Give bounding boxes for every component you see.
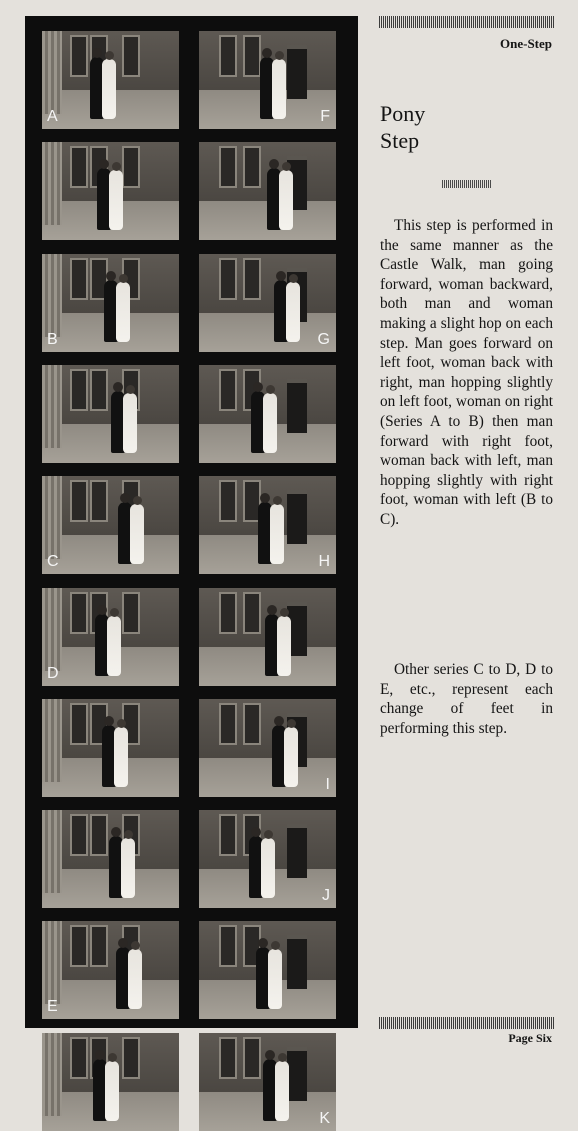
bottom-rule: [379, 1017, 554, 1029]
film-frame: [42, 31, 179, 129]
dancer-woman: [277, 616, 291, 676]
dancer-woman: [105, 1061, 119, 1121]
frame-label: I: [325, 776, 330, 793]
film-frame: [42, 921, 179, 1019]
page-number: Page Six: [508, 1031, 552, 1045]
film-frame: [199, 365, 336, 463]
frame-label: E: [47, 998, 58, 1015]
frame-label: K: [319, 1110, 330, 1127]
film-frame: [42, 1033, 179, 1131]
film-frame: [42, 476, 179, 574]
film-frame: [199, 476, 336, 574]
film-frame: [42, 365, 179, 463]
top-rule: [379, 16, 554, 28]
dancer-woman: [107, 616, 121, 676]
film-frame: [199, 810, 336, 908]
description-paragraph: This step is performed in the same manner as the Castle Walk, man going forward, woman backward, both man and woman making a slight hop on each step. Man goes forward on left foot, woman back with right, man hopping slightly on left foot, woman on right (Series A to B) then man forward with right foot, woman back with left, man hopping slightly with right foot, woman with left (B to C).: [380, 217, 553, 528]
film-frame: [199, 699, 336, 797]
dancer-woman: [263, 393, 277, 453]
frame-label: D: [47, 665, 59, 682]
section-label: One-Step: [500, 36, 552, 51]
frame-label: A: [47, 108, 58, 125]
dancer-woman: [123, 393, 137, 453]
frame-label: F: [320, 108, 330, 125]
dancer-woman: [286, 282, 300, 342]
film-frame: [199, 142, 336, 240]
dancer-woman: [114, 727, 128, 787]
frame-label: B: [47, 331, 58, 348]
film-frame: [42, 810, 179, 908]
film-frame: [42, 254, 179, 352]
frame-label: H: [318, 553, 330, 570]
title-line-1: Pony: [380, 101, 426, 126]
film-frame: [42, 699, 179, 797]
dancer-woman: [121, 838, 135, 898]
dancer-woman: [261, 838, 275, 898]
dancer-woman: [284, 727, 298, 787]
dancer-woman: [109, 170, 123, 230]
dancer-woman: [279, 170, 293, 230]
title-line-2: Step: [380, 128, 420, 153]
title-divider: [442, 180, 492, 188]
dancer-woman: [102, 59, 116, 119]
film-frame: [42, 588, 179, 686]
page-title: [380, 100, 540, 154]
dancer-woman: [128, 949, 142, 1009]
frame-label: C: [47, 553, 59, 570]
dancer-woman: [275, 1061, 289, 1121]
film-frame: [199, 588, 336, 686]
frame-label: J: [322, 887, 330, 904]
dancer-woman: [130, 504, 144, 564]
dancer-woman: [268, 949, 282, 1009]
film-frame: [199, 1033, 336, 1131]
dancer-woman: [116, 282, 130, 342]
film-frame: [199, 31, 336, 129]
film-frame: [199, 921, 336, 1019]
film-frame: [199, 254, 336, 352]
dancer-woman: [270, 504, 284, 564]
film-strip: [25, 16, 358, 1127]
series-note-paragraph: Other series C to D, D to E, etc., represent each change of feet in performing this step.: [380, 661, 553, 737]
dancer-woman: [272, 59, 286, 119]
frame-label: G: [317, 331, 330, 348]
film-frame: [42, 142, 179, 240]
